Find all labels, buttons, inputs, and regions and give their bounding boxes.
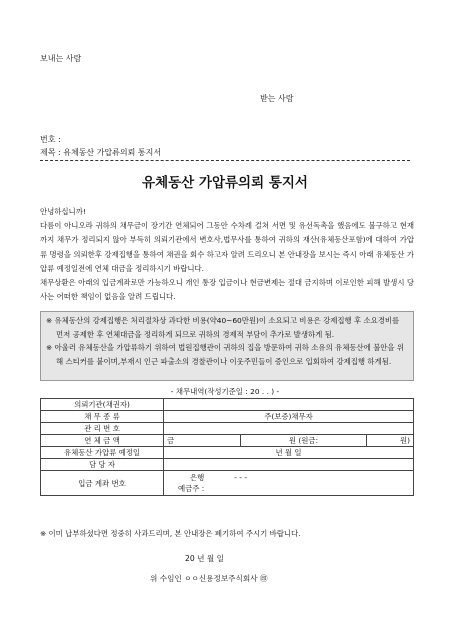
footer-note: ※ 이미 납부하셨다면 정중히 사과드리며, 본 안내장은 폐기하여 주시기 바랍니다.: [40, 529, 301, 538]
notice-box: [40, 311, 414, 381]
table-value: [164, 423, 414, 435]
debt-details-caption: - 채무내역(작성기준일 : 20 . . ) -: [170, 387, 280, 396]
table-row: [41, 411, 414, 423]
notice-item: ※ 유체동산의 강제집행은 처리절차상 과다한 비용(약40~60만원)이 소요되고 비용은 강제집행 후 소요경비를 먼저 공제한 후 연체대금을 정리하게 되므로 귀하의 경제적 부담이 추가로 발생하게 됨.: [46, 316, 400, 339]
issue-date: 20 년 월 일: [185, 554, 224, 563]
document-title: 유체동산 가압류의뢰 통지서: [142, 175, 308, 191]
greeting: 안녕하십니까!: [40, 207, 86, 216]
table-label: 연 체 금 액: [41, 435, 164, 447]
signature-line: 위 수임인 ㅇㅇ신용정보주식회사 ㊞: [150, 574, 268, 583]
dashed-divider: [40, 160, 410, 161]
table-label: 유체동산 가압류 예정일: [41, 447, 164, 459]
document-number: 번호 :: [40, 135, 61, 144]
account-dashes: - - -: [234, 473, 247, 482]
table-value: [164, 459, 414, 471]
table-label: 입금 계좌 번호: [41, 471, 164, 496]
table-value: 주(보증)채무자: [164, 411, 414, 423]
table-label: 담 당 자: [41, 459, 164, 471]
receiver-label: 받는 사람: [260, 94, 294, 103]
account-number-cell: [164, 471, 414, 496]
debt-details-table: [40, 398, 414, 496]
table-row: [41, 471, 414, 496]
table-label: 관 리 번 호: [41, 423, 164, 435]
amount-prefix: 금: [164, 435, 241, 447]
table-row: [41, 435, 414, 447]
notice-item: ※ 아울러 유체동산을 가압류하기 위하여 법원집행관이 귀하의 집을 방문하여 귀하 소유의 유체동산에 불안을 위해 스티커를 붙이며,부재시 인근 파출소의 경찰관이나 이웃주민들이 증인으로 입회하여 강제집행 하게됨.: [46, 343, 405, 366]
table-row: [41, 459, 414, 471]
table-row: [41, 447, 414, 459]
amount-suffix: 원): [367, 435, 414, 447]
body-paragraph: 다름이 아니오라 귀하의 채무금이 장기간 연체되어 그동안 수차례 걸쳐 서면 및 유선독촉을 했음에도 불구하고 현재까지 채무가 정리되지 않아 부득히 의뢰기관에서 변호사,법무사를 통하여 귀하의 재산(유체동산포함)에 대하여 가압류 명령을 의뢰한후 강제집행을 통하여 채권을 회수 하고자 알려 드리오니 본 안내장을 보시는 즉시 아래 유체동산 가압류 예정일전에 연체 대금을 정리하시기 바랍니다.: [40, 221, 414, 273]
table-label: 채 무 종 류: [41, 411, 164, 423]
table-label: 의뢰기관(채권자): [41, 399, 164, 411]
account-bank-row: [178, 472, 410, 483]
document-subject: 제목 : 유체동산 가압류의뢰 통지서: [40, 148, 162, 157]
table-value: 년 월 일: [164, 447, 414, 459]
table-row: [41, 423, 414, 435]
amount-principal: 원 (원금:: [241, 435, 367, 447]
body-paragraph: 채무상환은 아래의 입금계좌로만 가능하오니 개인 통장 입금이나 현금변제는 절대 금지하며 이로인한 피해 발생시 당사는 어떠한 책임이 없음을 알려 드립니다.: [40, 278, 414, 302]
table-value: [164, 399, 414, 411]
bank-label: 은행: [190, 473, 205, 482]
table-row: [41, 399, 414, 411]
sender-label: 보내는 사람: [40, 54, 82, 63]
body-text: [40, 205, 414, 304]
account-holder: 예금주 :: [178, 484, 205, 493]
